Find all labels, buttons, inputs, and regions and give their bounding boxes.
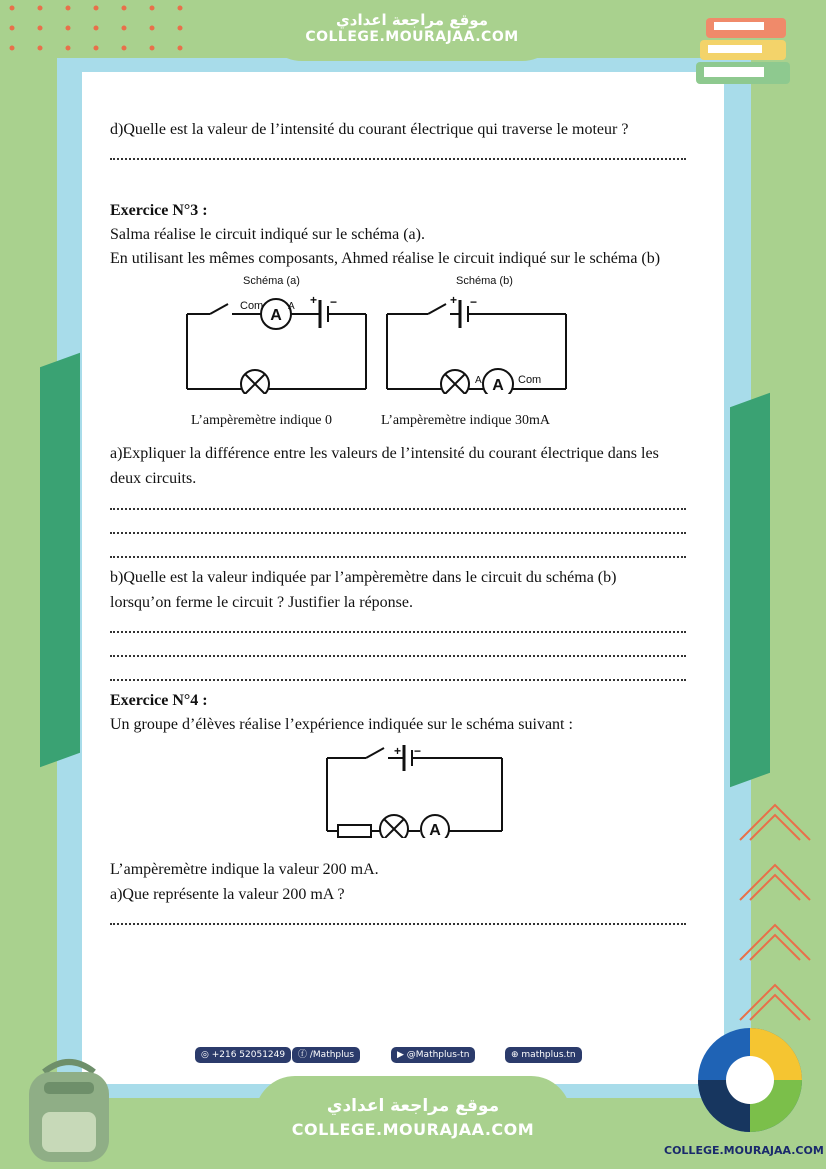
answer-line[interactable] xyxy=(110,508,686,510)
decor-dots xyxy=(0,0,210,60)
globe-icon: ⊕ xyxy=(511,1050,522,1060)
header-site-link[interactable]: COLLEGE.MOURAJAA.COM xyxy=(305,29,519,45)
exercise-3-title: Exercice N°3 : xyxy=(110,202,208,219)
logo-site-label: COLLEGE.MOURAJAA.COM xyxy=(664,1144,824,1157)
plus-label-b: + xyxy=(450,293,458,307)
circuit-diagram-b xyxy=(380,292,570,394)
top-banner xyxy=(262,5,562,61)
schema-a-label: Schéma (a) xyxy=(243,275,300,287)
college-logo-icon xyxy=(695,1025,805,1140)
facebook-link[interactable]: ⓕ /Mathplus xyxy=(292,1047,360,1063)
plus-label-4: + xyxy=(394,744,402,758)
minus-label-b: − xyxy=(470,295,478,309)
question-3b-line-2: lorsqu’on ferme le circuit ? Justifier la réponse. xyxy=(110,594,413,611)
youtube-icon: ▶ xyxy=(397,1050,407,1060)
plus-label-a: + xyxy=(310,293,318,307)
minus-label-4: − xyxy=(414,744,422,758)
backpack-icon xyxy=(14,1052,124,1164)
answer-line[interactable] xyxy=(110,532,686,534)
answer-line[interactable] xyxy=(110,655,686,657)
circuit-diagram-4 xyxy=(322,743,508,838)
answer-line[interactable] xyxy=(110,556,686,558)
caption-circuit-a: L’ampèremètre indique 0 xyxy=(191,413,332,428)
books-icon xyxy=(692,10,802,95)
com-label-a: Com xyxy=(240,300,264,312)
question-d: d)Quelle est la valeur de l’intensité du courant électrique qui traverse le moteur ? xyxy=(110,121,629,138)
phone-contact[interactable]: ◎ +216 52051249 xyxy=(195,1047,291,1063)
facebook-icon: ⓕ xyxy=(298,1050,310,1060)
exercise-4-line-2: L’ampèremètre indique la valeur 200 mA. xyxy=(110,861,379,878)
decor-stripe-right xyxy=(730,393,770,788)
ammeter-4-symbol: A xyxy=(429,822,441,838)
website-link[interactable]: ⊕ mathplus.tn xyxy=(505,1047,582,1063)
question-3b-line-1: b)Quelle est la valeur indiquée par l’ampèremètre dans le circuit du schéma (b) xyxy=(110,569,617,586)
answer-line[interactable] xyxy=(110,923,686,925)
schema-b-label: Schéma (b) xyxy=(456,275,513,287)
exercise-3-line-2: En utilisant les mêmes composants, Ahmed réalise le circuit indiqué sur le schéma (b) xyxy=(110,250,661,267)
header-arabic-title: موقع مراجعة اعدادي xyxy=(336,11,488,29)
circuit-diagram-a xyxy=(180,292,370,394)
chevron-decor-icon xyxy=(735,790,815,1050)
answer-line[interactable] xyxy=(110,158,686,160)
ammeter-a-symbol: A xyxy=(270,307,282,324)
question-3a-line-1: a)Expliquer la différence entre les valeurs de l’intensité du courant électrique dans les xyxy=(110,445,659,462)
com-label-b: Com xyxy=(518,374,542,386)
caption-circuit-b: L’ampèremètre indique 30mA xyxy=(381,413,550,428)
answer-line[interactable] xyxy=(110,631,686,633)
footer-arabic-title: موقع مراجعة اعدادي xyxy=(326,1096,500,1116)
footer-site-link[interactable]: COLLEGE.MOURAJAA.COM xyxy=(291,1120,535,1139)
question-3a-line-2: deux circuits. xyxy=(110,470,197,487)
ammeter-b-symbol: A xyxy=(492,377,504,394)
whatsapp-icon: ◎ xyxy=(201,1050,212,1060)
exercise-3-line-1: Salma réalise le circuit indiqué sur le schéma (a). xyxy=(110,226,425,243)
youtube-link[interactable]: ▶ @Mathplus-tn xyxy=(391,1047,475,1063)
bottom-banner xyxy=(255,1076,571,1169)
exercise-4-line-1: Un groupe d’élèves réalise l’expérience indiquée sur le schéma suivant : xyxy=(110,716,573,733)
terminal-a-label: A xyxy=(288,301,295,312)
minus-label-a: − xyxy=(330,295,338,309)
terminal-b-label: A xyxy=(475,375,482,386)
exercise-4-title: Exercice N°4 : xyxy=(110,692,208,709)
question-4a: a)Que représente la valeur 200 mA ? xyxy=(110,886,345,903)
decor-stripe-left xyxy=(40,353,80,768)
answer-line[interactable] xyxy=(110,679,686,681)
